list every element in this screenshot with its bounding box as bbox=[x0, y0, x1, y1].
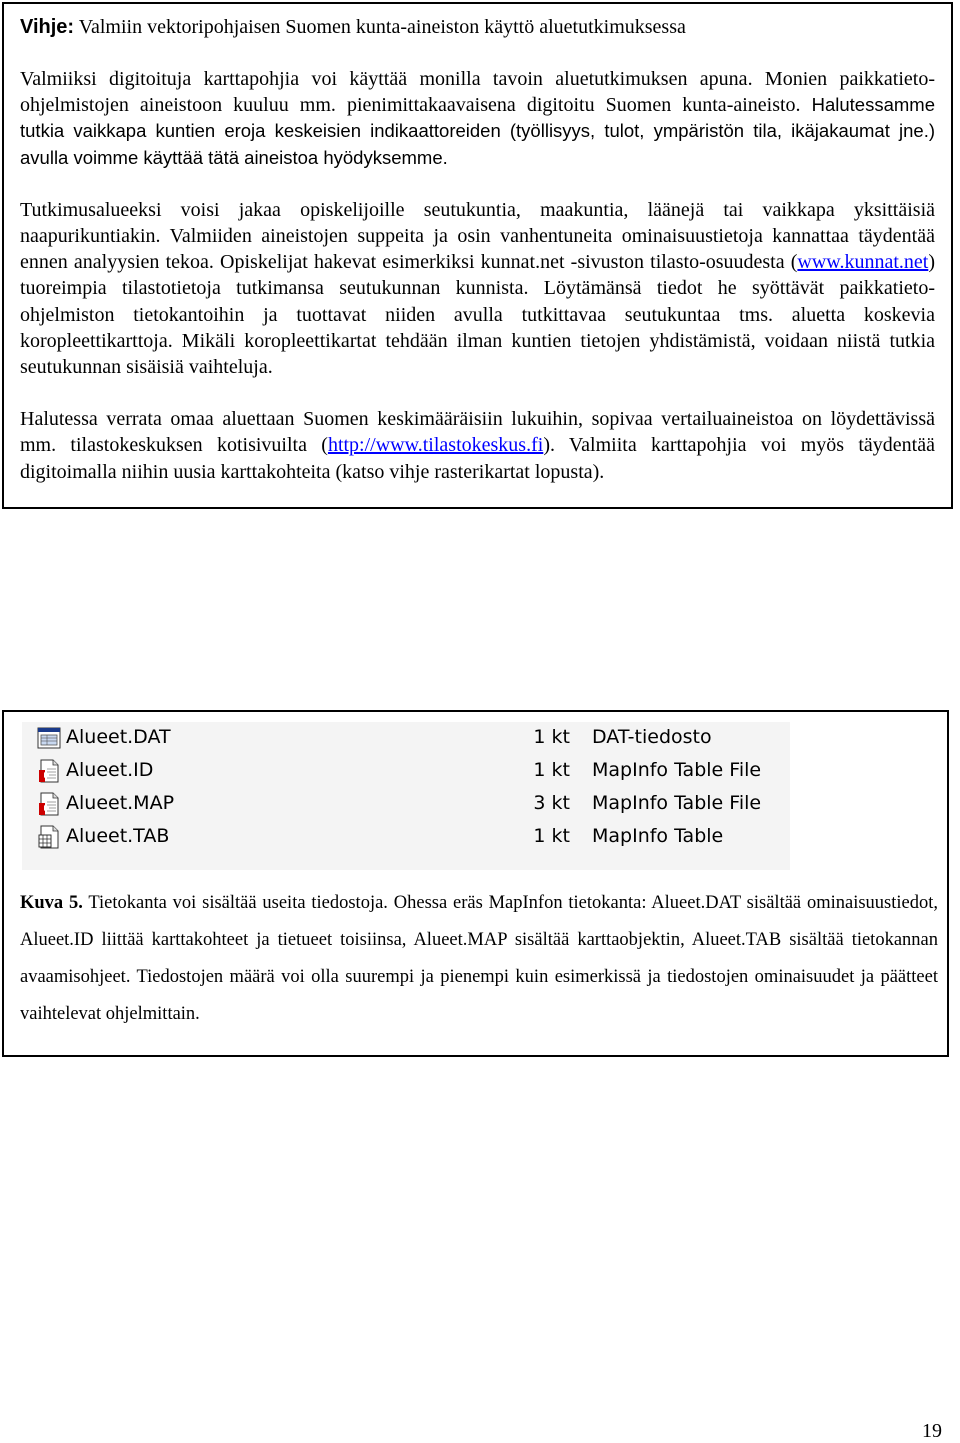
file-row[interactable] bbox=[22, 788, 790, 821]
hint-box bbox=[2, 2, 953, 509]
file-row[interactable] bbox=[22, 755, 790, 788]
mapinfo-file-icon bbox=[36, 791, 62, 817]
caption-label: Kuva 5. bbox=[20, 893, 83, 913]
hint-paragraph-3b: ). Valmiita karttapohjia voi myös täydentää digitoimalla niihin uusia karttakohteita (katso vihje rasterikartat lopusta). bbox=[20, 434, 935, 483]
file-name: Alueet.ID bbox=[66, 759, 154, 781]
hint-paragraph-2 bbox=[20, 197, 935, 380]
hint-paragraph-3 bbox=[20, 406, 935, 485]
file-list bbox=[22, 722, 790, 870]
figure-caption bbox=[20, 885, 938, 1033]
hint-title: Valmiin vektoripohjaisen Suomen kunta-aineiston käyttö aluetutkimuksessa bbox=[74, 16, 686, 38]
caption-text: Tietokanta voi sisältää useita tiedostoja. Ohessa eräs MapInfon tietokanta: Alueet.DAT sisältää ominaisuustiedot, Alueet.ID liittää karttakohteet ja tietueet toisiinsa, Alueet.MAP sisältää karttaobjektin, Alueet.TAB sisältää tietokannan avaamisohjeet. Tiedostojen määrä voi olla suurempi ja pienempi kuin esimerkissä ja tiedostojen ominaisuudet ja päätteet vaihtelevat ohjelmittain. bbox=[20, 893, 938, 1024]
file-size: 1 kt bbox=[533, 825, 570, 847]
hint-paragraph-1a: Valmiiksi digitoituja karttapohjia voi käyttää monilla tavoin aluetutkimuksen apuna. Monien paikkatieto-ohjelmistojen aineistoon kuuluu mm. pienimittakaavaisena digitoitu Suomen kunta-aineisto. bbox=[20, 68, 935, 117]
hint-paragraph-1 bbox=[20, 66, 935, 171]
hint-paragraph-1b: Halutessamme tutkia vaikkapa kuntien eroja keskeisien indikaattoreiden (työllisyys, tulot, ympäristön tila, ikäjakaumat jne.) avulla voimme käyttää tätä aineistoa hyödyksemme. bbox=[20, 94, 935, 168]
mapinfo-table-icon bbox=[36, 824, 62, 850]
file-row[interactable] bbox=[22, 821, 790, 854]
file-size: 1 kt bbox=[533, 759, 570, 781]
tilastokeskus-link[interactable]: http://www.tilastokeskus.fi bbox=[327, 434, 544, 457]
dat-file-icon bbox=[36, 725, 62, 751]
file-type: MapInfo Table File bbox=[592, 792, 762, 814]
file-name: Alueet.DAT bbox=[66, 726, 171, 748]
file-size: 3 kt bbox=[533, 792, 570, 814]
mapinfo-file-icon bbox=[36, 758, 62, 784]
file-name: Alueet.TAB bbox=[66, 825, 170, 847]
file-type: MapInfo Table bbox=[592, 825, 724, 847]
page-number: 19 bbox=[922, 1420, 942, 1442]
file-type: DAT-tiedosto bbox=[592, 726, 712, 748]
hint-title-line bbox=[20, 14, 935, 40]
file-name: Alueet.MAP bbox=[66, 792, 175, 814]
hint-paragraph-2b: ) tuoreimpia tilastotietoja tutkimansa seutukunnan kunnista. Löytämänsä tiedot he syöttävät paikkatieto-ohjelmiston tietokantoihin ja tuottavat niiden avulla tutkittavaa seutukuntaa tms. aluetta koskevia koropleettikarttoja. Mikäli koropleettikartat tehdään ilman kuntien tietojen yhdistämistä, voidaan niistä tutkia seutukunnan sisäisiä vaihteluja. bbox=[20, 251, 935, 379]
hint-paragraph-2a: Tutkimusalueeksi voisi jakaa opiskelijoille seutukuntia, maakuntia, läänejä tai vaikkapa yksittäisiä naapurikuntiakin. Valmiiden aineistojen suppeita ja osin vanhentuneita ominaisuustietoja kannattaa täydentää ennen analyysien tekoa. Opiskelijat hakevat esimerkiksi kunnat.net -sivuston tilasto-osuudesta ( bbox=[20, 198, 935, 274]
file-size: 1 kt bbox=[533, 726, 570, 748]
kunnat-link[interactable]: www.kunnat.net bbox=[797, 251, 929, 274]
file-type: MapInfo Table File bbox=[592, 759, 762, 781]
figure-box bbox=[2, 710, 949, 1057]
hint-label: Vihje: bbox=[20, 16, 75, 38]
file-row[interactable] bbox=[22, 722, 790, 755]
hint-paragraph-3a: Halutessa verrata omaa aluettaan Suomen keskimääräisiin lukuihin, sopivaa vertailuaineistoa on löydettävissä mm. tilastokeskuksen kotisivuilta ( bbox=[20, 408, 935, 457]
